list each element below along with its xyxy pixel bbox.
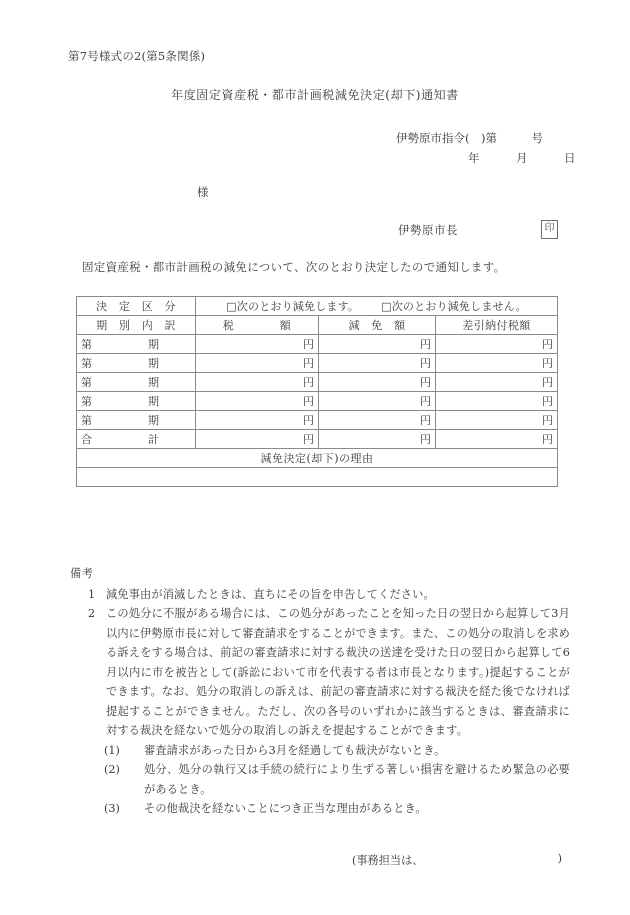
note-text: この処分に不服がある場合には、この処分があったことを知った日の翌日から起算して3月以内に伊勢原市長に対して審査請求をすることができます。また、この処分の取消しを求める訴えをする場合は、前記の審査請求に対する裁決の送達を受けた日の翌日から起算して6月以内に市を被告として(訴訟において市を代表する者は市長となります。)提起することができます。なお、処分の取消しの訴えは、前記の審査請求に対する裁決を経た後でなければ提起することができません。ただし、次の各号のいずれかに該当するときは、審査請求に対する裁決を経ないで処分の取消しの訴えを提起することができます。 [106, 607, 570, 737]
decision-kubun-label: 決 定 区 分 [77, 297, 196, 316]
contact-close-paren: ) [557, 852, 562, 865]
row-reduction-amount[interactable]: 円 [319, 335, 436, 354]
table-row-reason-body [77, 468, 558, 487]
issuer-row [398, 220, 558, 242]
table-row-headers [77, 316, 558, 335]
row-period-label: 第 期 [77, 373, 196, 392]
row-net-payable[interactable]: 円 [436, 354, 558, 373]
note-sub-item-1 [70, 741, 570, 761]
sub-item-number: (2) [104, 763, 120, 776]
checkbox-reject[interactable]: □次のとおり減免しません。 [381, 300, 527, 313]
row-net-payable[interactable]: 円 [436, 392, 558, 411]
form-code-label: 第7号様式の2(第5条関係) [68, 49, 206, 63]
decision-table [76, 296, 558, 487]
document-title: 年度固定資産税・都市計画税減免決定(却下)通知書 [171, 88, 459, 102]
row-period-label: 第 期 [77, 411, 196, 430]
sub-item-number: (1) [104, 743, 120, 757]
note-sub-item-3 [70, 799, 570, 819]
col-header-reduction-amount: 減 免 額 [319, 316, 436, 335]
total-reduction-amount[interactable]: 円 [319, 430, 436, 449]
row-tax-amount[interactable]: 円 [196, 335, 319, 354]
note-text: 減免事由が消滅したときは、直ちにその旨を申告してください。 [106, 587, 435, 601]
row-tax-amount[interactable]: 円 [196, 354, 319, 373]
row-tax-amount[interactable]: 円 [196, 373, 319, 392]
notes-title: 備考 [70, 567, 94, 580]
table-row [77, 335, 558, 354]
total-net-payable[interactable]: 円 [436, 430, 558, 449]
issuer-name: 伊勢原市長 [398, 223, 458, 237]
order-number-line: 伊勢原市指令( )第 号 [396, 131, 543, 145]
sub-item-text: 審査請求があった日から3月を経過しても裁決がないとき。 [144, 743, 446, 757]
row-tax-amount[interactable]: 円 [196, 392, 319, 411]
sub-item-text: 処分、処分の執行又は手続の続行により生ずる著しい損害を避けるため緊急の必要があるとき。 [144, 763, 570, 796]
row-net-payable[interactable]: 円 [436, 373, 558, 392]
decision-options-cell [196, 297, 558, 316]
row-period-label: 第 期 [77, 335, 196, 354]
checkbox-approve[interactable]: □次のとおり減免します。 [226, 300, 360, 313]
seal-stamp-icon: 印 [541, 220, 558, 239]
reason-input-area[interactable] [77, 468, 558, 487]
table-row [77, 354, 558, 373]
col-header-net-payable: 差引納付税額 [436, 316, 558, 335]
order-number-block [396, 128, 576, 168]
issue-date-line: 年 月 日 [468, 151, 576, 165]
row-reduction-amount[interactable]: 円 [319, 373, 436, 392]
table-row [77, 373, 558, 392]
sub-item-text: その他裁決を経ないことにつき正当な理由があるとき。 [144, 802, 427, 815]
reason-header-label: 減免決定(却下)の理由 [77, 449, 558, 468]
row-net-payable[interactable]: 円 [436, 335, 558, 354]
table-row-total [77, 430, 558, 449]
row-reduction-amount[interactable]: 円 [319, 354, 436, 373]
row-reduction-amount[interactable]: 円 [319, 411, 436, 430]
sub-item-number: (3) [104, 802, 120, 815]
total-tax-amount[interactable]: 円 [196, 430, 319, 449]
addressee-suffix: 様 [197, 185, 209, 199]
note-item-2 [70, 604, 570, 741]
row-reduction-amount[interactable]: 円 [319, 392, 436, 411]
col-header-period: 期 別 内 訳 [77, 316, 196, 335]
table-row [77, 411, 558, 430]
col-header-tax-amount: 税 額 [196, 316, 319, 335]
note-item-1 [70, 585, 570, 605]
row-period-label: 第 期 [77, 392, 196, 411]
table-row-reason-header [77, 449, 558, 468]
note-sub-item-2 [70, 760, 570, 799]
row-total-label: 合 計 [77, 430, 196, 449]
row-period-label: 第 期 [77, 354, 196, 373]
note-number: 1 [88, 587, 96, 601]
row-net-payable[interactable]: 円 [436, 411, 558, 430]
notes-section [70, 564, 570, 819]
lead-paragraph: 固定資産税・都市計画税の減免について、次のとおり決定したので通知します。 [82, 260, 506, 274]
note-number: 2 [88, 607, 96, 620]
table-row-decision [77, 297, 558, 316]
contact-open-paren: (事務担当は、 [352, 854, 424, 867]
row-tax-amount[interactable]: 円 [196, 411, 319, 430]
table-row [77, 392, 558, 411]
